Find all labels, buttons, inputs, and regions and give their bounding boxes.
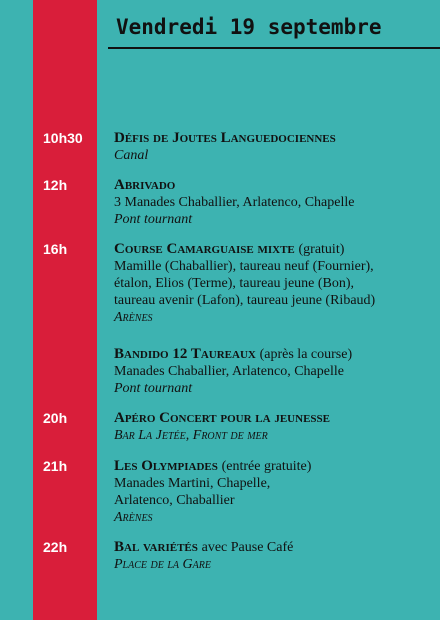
event-title: Abrivado	[114, 177, 176, 193]
red-time-band	[33, 0, 97, 620]
page-title: Vendredi 19 septembre	[116, 15, 382, 39]
event-place: Pont tournant	[114, 212, 193, 227]
event-line: Arlatenco, Chaballier	[114, 493, 235, 508]
event-body	[114, 410, 434, 444]
event-place: Canal	[114, 148, 149, 163]
event-body	[114, 346, 434, 397]
event-place: Arènes	[114, 310, 153, 325]
event-place: Place de la Gare	[114, 557, 211, 572]
event-body	[114, 539, 434, 573]
event-title: Bal variétés avec Pause Café	[114, 539, 294, 555]
event-title: Défis de Joutes Languedociennes	[114, 130, 336, 146]
event-line: Manades Martini, Chapelle,	[114, 476, 271, 491]
event-place: Bar La Jetée, Front de mer	[114, 428, 268, 443]
event-line: 3 Manades Chaballier, Arlatenco, Chapelle	[114, 195, 355, 210]
title-divider	[108, 47, 440, 49]
event-time: 10h30	[43, 130, 83, 146]
event-body	[114, 130, 434, 164]
event-place: Arènes	[114, 510, 153, 525]
event-line: Manades Chaballier, Arlatenco, Chapelle	[114, 364, 344, 379]
event-line: taureau avenir (Lafon), taureau jeune (Ribaud)	[114, 293, 376, 308]
event-body	[114, 177, 434, 228]
event-body	[114, 458, 434, 526]
event-title: Bandido 12 Taureaux (après la course)	[114, 346, 353, 362]
event-time: 22h	[43, 539, 68, 555]
event-title: Apéro Concert pour la jeunesse	[114, 410, 330, 426]
event-note: (après la course)	[259, 347, 353, 362]
event-title: Les Olympiades (entrée gratuite)	[114, 458, 312, 474]
event-line: Mamille (Chaballier), taureau neuf (Fournier),	[114, 259, 374, 274]
event-time: 16h	[43, 241, 68, 257]
event-note: avec Pause Café	[201, 540, 294, 555]
event-note: (gratuit)	[298, 242, 345, 257]
event-time: 21h	[43, 458, 68, 474]
event-note: (entrée gratuite)	[221, 459, 312, 474]
event-title: Course Camarguaise mixte (gratuit)	[114, 241, 345, 257]
event-time: 12h	[43, 177, 68, 193]
event-line: étalon, Elios (Terme), taureau jeune (Bon),	[114, 276, 355, 291]
event-time: 20h	[43, 410, 68, 426]
event-body	[114, 241, 434, 326]
event-place: Pont tournant	[114, 381, 193, 396]
